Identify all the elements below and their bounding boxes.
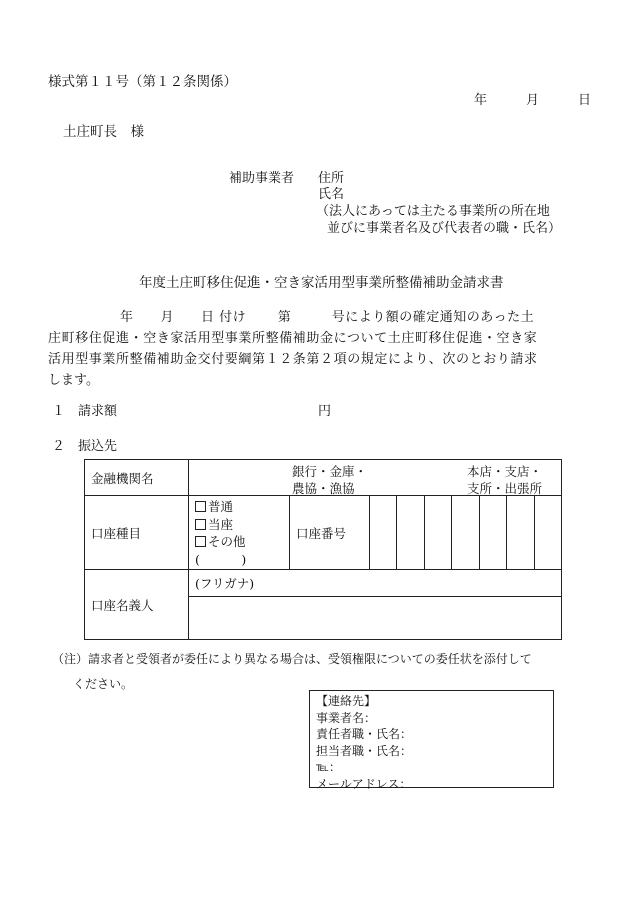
item2-label: 振込先	[78, 439, 118, 454]
account-type-options	[189, 496, 290, 570]
option-other-detail[interactable]: ( )	[195, 551, 247, 567]
form-number: 様式第１１号（第１２条関係）	[48, 74, 237, 90]
contact-person-in-charge: 担当者職・氏名：	[316, 743, 413, 758]
account-digit-cell[interactable]	[480, 496, 507, 570]
contact-title: 【連絡先】	[316, 694, 377, 708]
institution-field[interactable]	[189, 460, 562, 496]
document-title: 年度土庄町移住促進・空き家活用型事業所整備補助金請求書	[139, 275, 504, 291]
addressee: 土庄町長 様	[63, 124, 144, 140]
account-digit-cell[interactable]	[425, 496, 452, 570]
account-number-label: 口座番号	[290, 496, 370, 570]
bank-types-line2: 農協・漁協	[292, 481, 355, 496]
applicant-note-line2: 並びに事業者名及び代表者の職・氏名）	[327, 221, 562, 236]
account-row	[85, 496, 562, 570]
contact-business-name: 事業者名：	[316, 710, 377, 725]
account-digit-cell[interactable]	[397, 496, 425, 570]
account-digit-cell[interactable]	[535, 496, 562, 570]
applicant-note-line1: （法人にあっては主たる事業所の所在地	[316, 204, 550, 219]
body-line-3: 活用型事業所整備補助金交付要綱第１２条第２項の規定により、次のとおり請求	[48, 352, 538, 367]
note-line2: ください。	[73, 677, 134, 691]
item2-number: ２	[52, 439, 66, 454]
branch-types-line2: 支所・出張所	[467, 481, 543, 496]
contact-box	[309, 690, 554, 791]
body-line-2: 庄町移住促進・空き家活用型事業所整備補助金について土庄町移住促進・空き家	[48, 331, 538, 346]
bank-transfer-table	[84, 459, 562, 640]
option-current[interactable]: 当座	[195, 516, 289, 534]
item1-unit: 円	[318, 404, 332, 419]
checkbox-icon[interactable]	[195, 519, 206, 530]
furigana-label: (フリガナ)	[195, 576, 255, 591]
checkbox-icon[interactable]	[195, 501, 206, 512]
holder-name-field[interactable]	[189, 597, 562, 640]
account-digit-cell[interactable]	[452, 496, 480, 570]
note-line1: （注）請求者と受領者が委任により異なる場合は、受領権限についての委任状を添付して	[52, 652, 532, 666]
address-label: 住所	[318, 171, 345, 186]
item1-label: 請求額	[78, 404, 118, 419]
item1-number: １	[52, 404, 66, 419]
account-holder-label: 口座名義人	[85, 570, 189, 640]
applicant-role-label: 補助事業者	[229, 171, 295, 186]
bank-types-line1: 銀行・金庫・	[292, 464, 368, 479]
name-label: 氏名	[318, 187, 345, 202]
option-other[interactable]: その他	[195, 533, 289, 551]
contact-tel: ℡：	[316, 760, 341, 774]
body-line-4: します。	[48, 373, 99, 388]
checkbox-icon[interactable]	[195, 536, 206, 547]
furigana-field[interactable]	[189, 570, 562, 597]
account-digit-cell[interactable]	[507, 496, 535, 570]
contact-responsible: 責任者職・氏名：	[316, 727, 413, 741]
account-type-label: 口座種目	[85, 496, 189, 570]
option-ordinary[interactable]: 普通	[195, 498, 289, 516]
body-line-1: 年 月 日 付け 第 号により額の確定通知のあった土	[120, 310, 535, 325]
date-line: 年 月 日	[474, 93, 592, 108]
account-digit-cell[interactable]	[370, 496, 397, 570]
branch-types-line1: 本店・支店・	[467, 464, 543, 479]
furigana-row	[85, 570, 562, 597]
institution-row	[85, 460, 562, 496]
contact-email: メールアドレス：	[316, 776, 412, 791]
institution-label: 金融機関名	[85, 460, 189, 496]
